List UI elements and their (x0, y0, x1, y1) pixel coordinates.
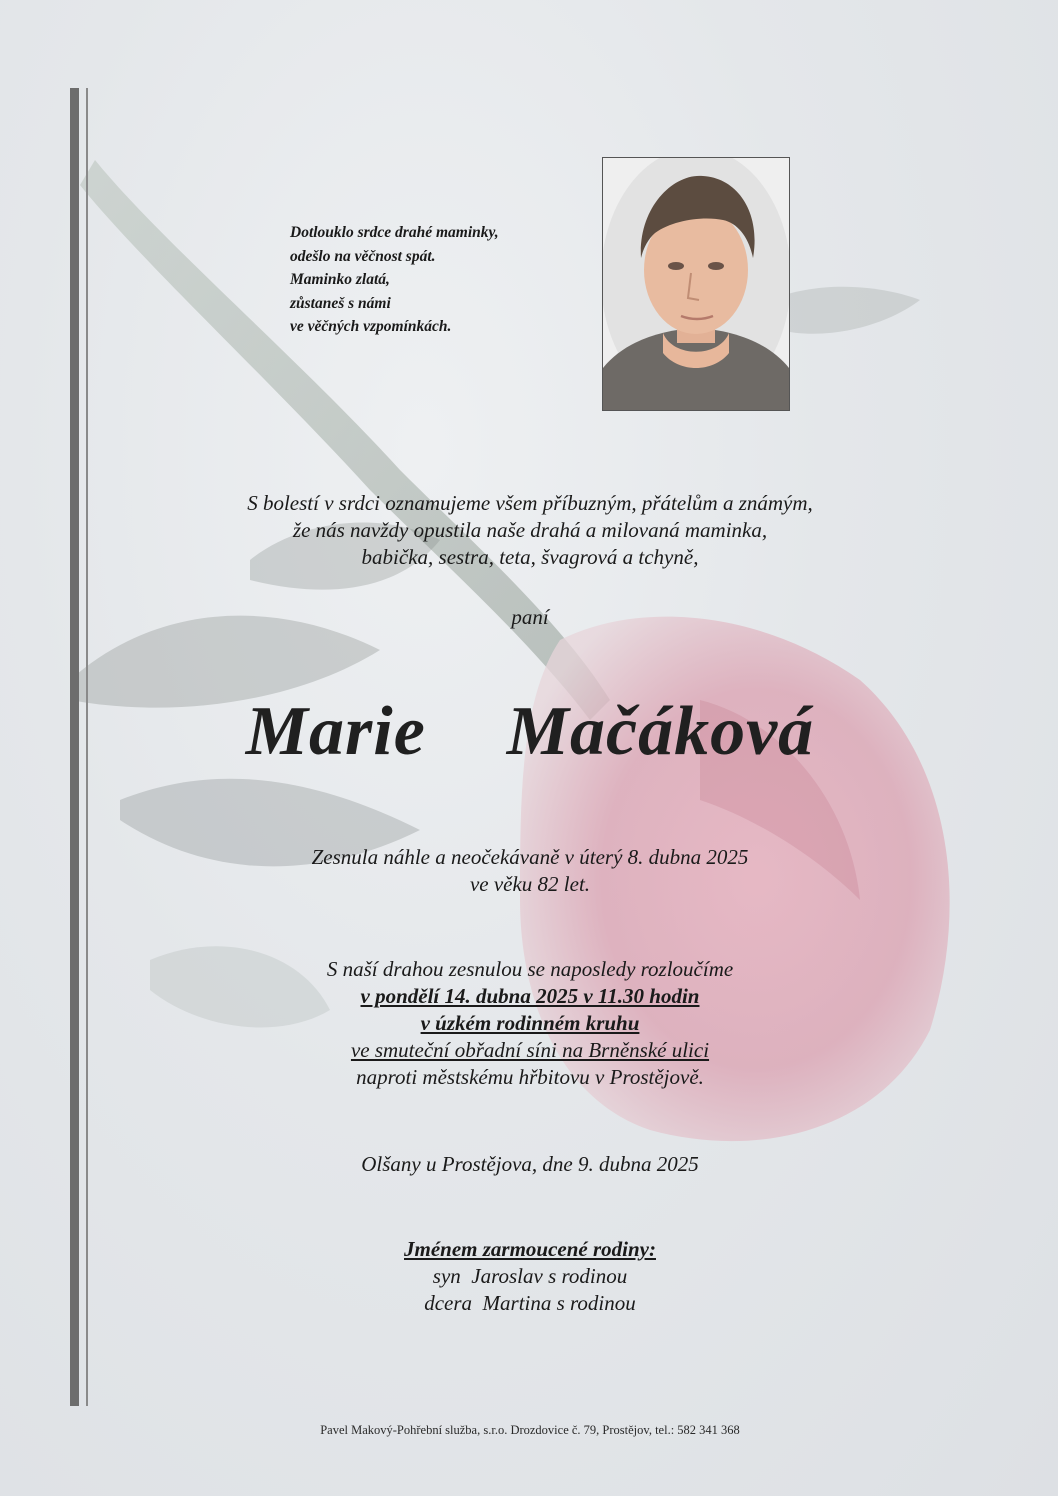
funeral-venue-detail: naproti městskému hřbitovu v Prostějově. (356, 1065, 704, 1089)
death-line: ve věku 82 let. (469, 872, 591, 896)
announcement-line: S bolestí v srdci oznamujeme všem příbuzným, přátelům a známým, (247, 491, 813, 515)
place-and-date: Olšany u Prostějova, dne 9. dubna 2025 (361, 1152, 699, 1176)
death-line: Zesnula náhle a neočekávaně v úterý 8. dubna 2025 (311, 845, 749, 869)
poem-line: zůstaneš s námi (290, 294, 391, 312)
funeral-privacy: v úzkém rodinném kruhu (420, 1011, 640, 1035)
family-signature (120, 1236, 940, 1317)
poem-line: odešlo na věčnost spát. (290, 247, 436, 265)
announcement-line: babička, sestra, teta, švagrová a tchyně, (361, 545, 699, 569)
funeral-venue: ve smuteční obřadní síni na Brněnské ulici (350, 1038, 710, 1062)
announcement-line: že nás navždy opustila naše drahá a milovaná maminka, (292, 518, 768, 542)
portrait-photo (602, 157, 790, 411)
funeral-info (120, 956, 940, 1091)
announcement-text (120, 490, 940, 571)
memorial-poem (290, 221, 580, 339)
family-heading: Jménem zarmoucené rodiny: (404, 1237, 656, 1261)
death-info (120, 844, 940, 898)
deceased-name: Marie Mačáková (245, 693, 815, 770)
left-border-thick-line (70, 88, 79, 1406)
title-prefix: paní (511, 605, 549, 629)
funeral-line: S naší drahou zesnulou se naposledy rozloučíme (326, 957, 734, 981)
left-border-thin-line (86, 88, 88, 1406)
poem-line: Dotlouklo srdce drahé maminky, (290, 224, 499, 241)
family-member: dcera Martina s rodinou (424, 1291, 636, 1315)
family-member: syn Jaroslav s rodinou (432, 1264, 628, 1288)
funeral-date-time: v pondělí 14. dubna 2025 v 11.30 hodin (360, 984, 700, 1008)
poem-line: Maminko zlatá, (290, 271, 390, 288)
poem-line: ve věčných vzpomínkách. (290, 318, 452, 335)
portrait-image (603, 158, 789, 410)
funeral-service-footer: Pavel Makový-Pohřební služba, s.r.o. Drozdovice č. 79, Prostějov, tel.: 582 341 368 (320, 1423, 740, 1437)
